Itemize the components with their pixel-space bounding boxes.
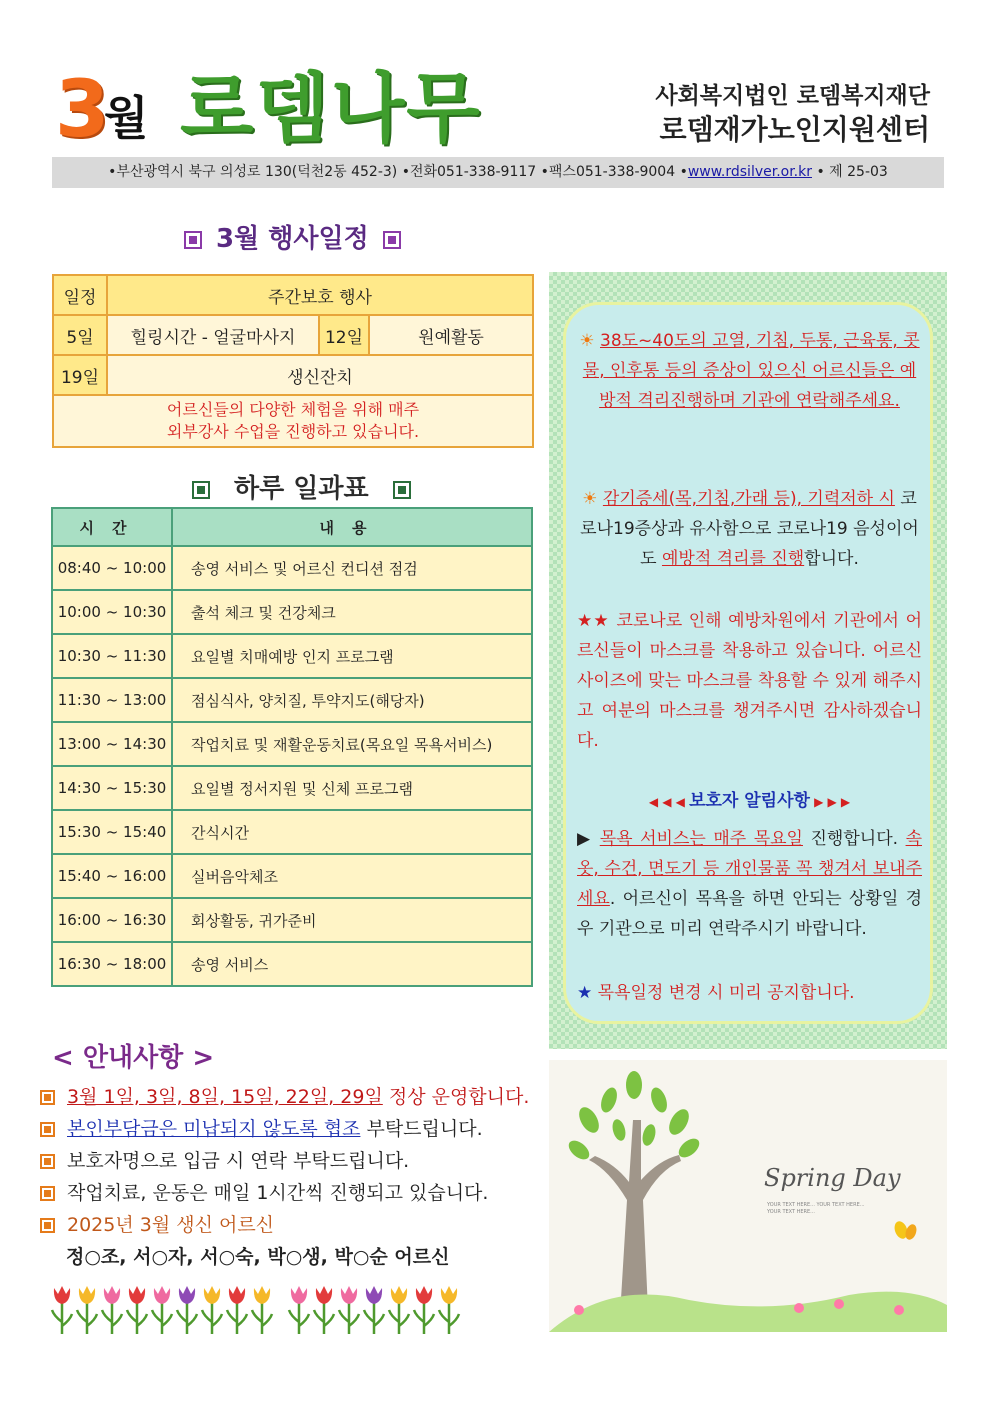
- event-day: 19일: [53, 355, 107, 395]
- notice-cold-isolation: 예방적 격리를 진행: [661, 549, 805, 569]
- org-foundation: 사회복지법인 로뎀복지재단: [655, 83, 930, 109]
- square-bullet-icon: [383, 231, 401, 249]
- notice-fever: [577, 326, 922, 416]
- daily-row: [52, 854, 532, 898]
- daily-time: 16:30 ~ 18:00: [52, 942, 172, 986]
- tulip-stem: [227, 1302, 247, 1334]
- issue-number: • 제 25-03: [812, 164, 888, 180]
- tulip-stem: [202, 1302, 222, 1334]
- tulip-stem: [389, 1302, 409, 1334]
- newsletter-title: 로뎀나무: [180, 64, 482, 153]
- tulip-stem: [439, 1302, 459, 1334]
- notice-bath-text: 진행합니다.: [802, 829, 906, 849]
- triangle-bullet-icon: ▶: [577, 829, 600, 849]
- guide-item: [40, 1082, 529, 1112]
- tulip-icon: [204, 1286, 220, 1304]
- spring-sub: YOUR TEXT HERE... YOUR TEXT HERE...: [767, 1202, 865, 1208]
- guide-text: 정상 운영합니다.: [382, 1086, 530, 1108]
- tulip-icon: [391, 1286, 407, 1304]
- tulip-icon: [154, 1286, 170, 1304]
- event-name: 생신잔치: [107, 355, 533, 395]
- guide-heading: < 안내사항 >: [52, 1043, 215, 1073]
- event-name: 힐링시간 - 얼굴마사지: [107, 315, 319, 355]
- tulip-icon: [179, 1286, 195, 1304]
- tulip-stem: [102, 1302, 122, 1334]
- tulip-icon: [416, 1286, 432, 1304]
- guardian-heading: [577, 786, 922, 817]
- org-center: 로뎀재가노인지원센터: [659, 113, 930, 146]
- daily-content: 점심식사, 양치질, 투약지도(해당자): [172, 678, 532, 722]
- tulip-stem: [314, 1302, 334, 1334]
- notice-cold-text: 코로나19증상과 유사함으로 코로나19 음성이어도: [580, 489, 919, 569]
- notice-mask: [577, 606, 922, 756]
- sun-icon: ☀: [582, 489, 603, 509]
- daily-row: [52, 766, 532, 810]
- guide-text: 작업치료, 운동은 매일 1시간씩 진행되고 있습니다.: [67, 1182, 489, 1204]
- tulip-stem: [152, 1302, 172, 1334]
- notice-bath-change-text: 목욕일정 변경 시 미리 공지합니다.: [597, 983, 855, 1003]
- notice-cold-symptoms: 감기증세(목,기침,가래 등), 기력저하 시: [602, 489, 895, 509]
- square-bullet-icon: [40, 1154, 55, 1169]
- address-text: •부산광역시 북구 의성로 130(덕천2동 452-3) •전화051-338-9117 •팩스051-338-9004 •: [108, 164, 688, 180]
- square-bullet-icon: [393, 481, 411, 499]
- notice-cold: [577, 484, 922, 574]
- tulip-icon: [254, 1286, 270, 1304]
- tulip-stem: [414, 1302, 434, 1334]
- daily-col-content: 내용: [172, 508, 532, 546]
- notice-bath-items: 속옷, 수건, 면도기 등 개인물품 꼭 챙겨서 보내주세요: [577, 829, 922, 909]
- events-note: [53, 395, 533, 447]
- notice-fever-text: 38도~40도의 고열, 기침, 두통, 근육통, 콧물, 인후통 등의 증상이 있으신 어르신들은 예방적 격리진행하며 기관에 연락해주세요.: [582, 331, 920, 411]
- tulip-stem: [252, 1302, 272, 1334]
- daily-heading: [178, 470, 425, 508]
- events-note-line: 어르신들의 다양한 체험을 위해 매주: [166, 400, 420, 419]
- tulip-icon: [129, 1286, 145, 1304]
- tulip-icon: [229, 1286, 245, 1304]
- tulip-icon: [366, 1286, 382, 1304]
- spring-title: Spring Day: [764, 1164, 901, 1192]
- daily-time: 14:30 ~ 15:30: [52, 766, 172, 810]
- square-bullet-icon: [184, 231, 202, 249]
- tulip-icon: [316, 1286, 332, 1304]
- daily-row: [52, 546, 532, 590]
- guide-item: [40, 1210, 274, 1240]
- events-heading: [170, 220, 415, 258]
- tulip-icon: [79, 1286, 95, 1304]
- daily-time: 10:30 ~ 11:30: [52, 634, 172, 678]
- tulip-stem: [127, 1302, 147, 1334]
- tulip-stem: [289, 1302, 309, 1334]
- daily-heading-text: 하루 일과표: [234, 474, 369, 504]
- tulip-icon: [104, 1286, 120, 1304]
- square-bullet-icon: [40, 1090, 55, 1105]
- daily-row: [52, 942, 532, 986]
- square-bullet-icon: [40, 1186, 55, 1201]
- daily-row: [52, 678, 532, 722]
- guide-text: 보호자명으로 입금 시 연락 부탁드립니다.: [67, 1150, 410, 1172]
- daily-time: 08:40 ~ 10:00: [52, 546, 172, 590]
- daily-row: [52, 810, 532, 854]
- daily-schedule-table: [51, 507, 533, 987]
- daily-time: 16:00 ~ 16:30: [52, 898, 172, 942]
- birthday-names: 정○조, 서○자, 서○숙, 박○생, 박○순 어르신: [66, 1246, 450, 1268]
- event-day: 12일: [319, 315, 369, 355]
- daily-content: 간식시간: [172, 810, 532, 854]
- month-number: 3: [55, 65, 108, 155]
- events-col-date: 일정: [53, 275, 107, 315]
- daily-time: 15:40 ~ 16:00: [52, 854, 172, 898]
- daily-time: 15:30 ~ 15:40: [52, 810, 172, 854]
- daily-content: 요일별 정서지원 및 신체 프로그램: [172, 766, 532, 810]
- square-bullet-icon: [40, 1218, 55, 1233]
- events-note-line: 외부강사 수업을 진행하고 있습니다.: [166, 422, 420, 441]
- notice-bath-change: [577, 978, 922, 1008]
- daily-time: 10:00 ~ 10:30: [52, 590, 172, 634]
- guide-item: [40, 1178, 488, 1208]
- event-day: 5일: [53, 315, 107, 355]
- star-icon: ★★: [577, 611, 617, 631]
- daily-content: 송영 서비스 및 어르신 컨디션 점검: [172, 546, 532, 590]
- events-heading-text: 3월 행사일정: [216, 224, 369, 254]
- tulip-stem: [52, 1302, 72, 1334]
- sun-icon: ☀: [579, 331, 600, 351]
- tulip-stem: [364, 1302, 384, 1334]
- daily-content: 실버음악체조: [172, 854, 532, 898]
- notice-bath: [577, 824, 922, 944]
- notice-mask-text: 코로나로 인해 예방차원에서 기관에서 어르신들이 마스크를 착용하고 있습니다. 어르신 사이즈에 맞는 마스크를 착용할 수 있게 해주시고 여분의 마스크를 챙겨주시면 감사하겠습니다.: [577, 611, 922, 751]
- tulip-icon: [341, 1286, 357, 1304]
- left-arrows-icon: ◀ ◀ ◀: [648, 795, 690, 809]
- daily-row: [52, 634, 532, 678]
- daily-content: 송영 서비스: [172, 942, 532, 986]
- contact-bar: [52, 157, 944, 188]
- tulip-icon: [54, 1286, 70, 1304]
- notice-bath-day: 목욕 서비스는 매주 목요일: [599, 829, 803, 849]
- guide-payment: 본인부담금은 미납되지 않도록 협조: [67, 1118, 361, 1140]
- right-arrows-icon: ▶ ▶ ▶: [809, 795, 851, 809]
- guide-birthday-title: 2025년 3월 생신 어르신: [67, 1214, 275, 1236]
- daily-row: [52, 898, 532, 942]
- square-bullet-icon: [40, 1122, 55, 1137]
- events-col-program: 주간보호 행사: [107, 275, 533, 315]
- tulip-icon: [441, 1286, 457, 1304]
- guardian-heading-text: 보호자 알림사항: [689, 791, 810, 811]
- tulip-stem: [339, 1302, 359, 1334]
- daily-time: 13:00 ~ 14:30: [52, 722, 172, 766]
- daily-row: [52, 590, 532, 634]
- daily-content: 출석 체크 및 건강체크: [172, 590, 532, 634]
- notice-cold-end: 합니다.: [804, 549, 859, 569]
- notice-bath-rest: . 어르신이 목욕을 하면 안되는 상황일 경우 기관으로 미리 연락주시기 바랍니다.: [577, 889, 923, 939]
- star-icon: ★: [577, 983, 598, 1003]
- daily-content: 작업치료 및 재활운동치료(목요일 목욕서비스): [172, 722, 532, 766]
- event-name: 원예활동: [369, 315, 533, 355]
- daily-content: 요일별 치매예방 인지 프로그램: [172, 634, 532, 678]
- daily-col-time: 시간: [52, 508, 172, 546]
- tulip-icon: [291, 1286, 307, 1304]
- guide-dates: 3월 1일, 3일, 8일, 15일, 22일, 29일: [67, 1086, 383, 1108]
- daily-row: [52, 722, 532, 766]
- spring-sub: YOUR TEXT HERE...: [767, 1209, 815, 1215]
- guide-item: [40, 1114, 483, 1144]
- month-word: 월: [104, 91, 149, 145]
- events-table: [52, 274, 534, 448]
- square-bullet-icon: [192, 481, 210, 499]
- guide-item: [40, 1146, 409, 1176]
- tulips-decoration: [48, 1282, 478, 1336]
- tulip-stem: [77, 1302, 97, 1334]
- website-link[interactable]: www.rdsilver.or.kr: [687, 164, 812, 180]
- daily-time: 11:30 ~ 13:00: [52, 678, 172, 722]
- tulip-stem: [177, 1302, 197, 1334]
- daily-content: 회상활동, 귀가준비: [172, 898, 532, 942]
- guide-text: 부탁드립니다.: [360, 1118, 483, 1140]
- spring-day-illustration: [549, 1060, 947, 1332]
